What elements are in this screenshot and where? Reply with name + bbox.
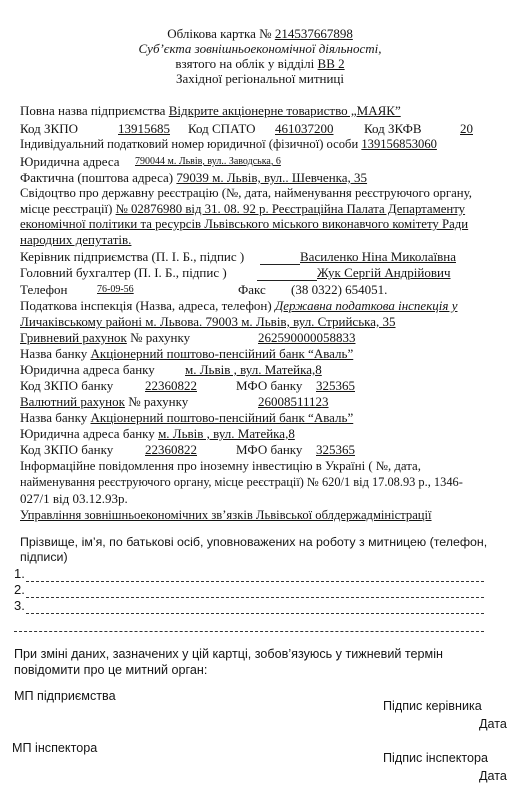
foreign-authority: Управління зовнішньоекономічних зв’язків Львівської облдержадміністрації: [20, 508, 432, 522]
bank1-name-label: Назва банку: [20, 346, 88, 361]
foreign-line-1: Інформаційне повідомлення про іноземну інвестицію в Україні ( №, дата,: [20, 459, 421, 473]
bank1-account-no-label: № рахунку: [130, 330, 191, 345]
phone-label: Телефон: [20, 282, 68, 297]
inspector-signature-label: Підпис інспектора: [383, 751, 489, 765]
registration-label-2: місце реєстрації): [20, 202, 113, 216]
change-notice-2: повідомити про це митний орган:: [14, 663, 208, 677]
stamp-inspector: МП інспектора: [12, 741, 98, 755]
foreign-line-2: найменування реєструючого органу, місце реєстрації) № 620/1 від 17.08.93 р., 1346-: [20, 475, 463, 489]
bank2-zkpo-value: 22360822: [145, 442, 197, 457]
bank2-account-label-group: [20, 395, 188, 408]
tax-number-value: 139156853060: [361, 137, 437, 151]
bank1-mfo-value: 325365: [316, 378, 355, 393]
actual-address-label: Фактична (поштова адреса): [20, 170, 174, 185]
bank1-zkpo-label: Код ЗКПО банку: [20, 378, 114, 393]
tax-office-value-1: Державна податкова інспекція у: [274, 298, 458, 313]
bank1-address-label: Юридична адреса банку: [20, 362, 155, 377]
zkfv-label: Код ЗКФВ: [364, 121, 422, 136]
person-2-number: 2.: [14, 582, 25, 597]
tax-office-value-2: Личаківському районі м. Львова. 79003 м. Львів, вул. Стрийська, 35: [20, 314, 396, 329]
director-date-label: Дата: [479, 717, 507, 731]
persons-label-1: Прізвище, ім’я, по батькові осіб, уповноважених на роботу з митницею (телефон,: [20, 535, 488, 549]
person-2-line[interactable]: [26, 597, 484, 598]
card-title: [0, 27, 520, 40]
bank2-account-no-label: № рахунку: [128, 394, 189, 409]
bank1-name-row: [20, 347, 353, 360]
zkfv-value: 20: [460, 121, 473, 136]
director-value: Василенко Ніна Миколаївна: [300, 249, 456, 264]
director-signature-line: [260, 264, 300, 265]
actual-address-value: 79039 м. Львів, вул.. Шевченка, 35: [176, 170, 368, 185]
bank1-account-label: Гривневий рахунок: [20, 330, 127, 345]
header-line-3: [0, 57, 520, 70]
card-number: 214537667898: [274, 26, 353, 41]
bank2-address-label: Юридична адреса банку: [20, 426, 155, 441]
company-name-row: [20, 104, 401, 117]
bank1-name-value: Акціонерний поштово-пенсійний банк “Аваль”: [90, 346, 354, 361]
bank2-address-value: м. Львів , вул. Матейка,8: [158, 426, 295, 441]
registration-value-1: № 02876980 від 31. 08. 92 р. Реєстраційна Палата Департаменту: [115, 202, 466, 216]
header-dept-label: взятого на облік у відділі: [175, 56, 315, 71]
bank2-name-value: Акціонерний поштово-пенсійний банк “Аваль”: [90, 410, 354, 425]
header-dept: ВВ 2: [317, 56, 345, 71]
header-line-2: Суб’єкта зовнішньоекономічної діяльності,: [138, 41, 382, 56]
legal-address-value: 790044 м. Львів, вул.. Заводська, 6: [135, 156, 281, 167]
actual-address-row: [20, 171, 367, 184]
card-label: Облікова картка №: [167, 26, 272, 41]
legal-address-label: Юридична адреса: [20, 154, 120, 169]
stamp-company: МП підприємства: [14, 689, 116, 703]
header-line-4: Західної регіональної митниці: [176, 71, 344, 86]
company-name-value: Відкрите акціонерне товариство „МАЯК”: [168, 103, 401, 118]
person-1-line[interactable]: [26, 581, 484, 582]
bank2-name-row: [20, 411, 353, 424]
bank2-address-row: [20, 427, 295, 440]
tax-office-row: [20, 299, 457, 312]
bank1-address-value: м. Львів , вул. Матейка,8: [185, 362, 322, 377]
bank1-zkpo-value: 22360822: [145, 378, 197, 393]
bank1-account-label-group: [20, 331, 190, 344]
change-notice-1: При зміні даних, зазначених у цій картці, зобов’язуюсь у тижневий термін: [14, 647, 443, 661]
phone-value: 76-09-56: [97, 284, 134, 295]
bank2-account-label: Валютний рахунок: [20, 394, 125, 409]
tax-number-label: Індивідуальний податковий номер юридичної (фізичної) особи: [20, 137, 359, 151]
director-signature-label: Підпис керівника: [383, 699, 482, 713]
spato-label: Код СПАТО: [188, 121, 256, 136]
director-label: Керівник підприємства (П. І. Б., підпис ): [20, 249, 245, 264]
bank1-mfo-label: МФО банку: [236, 378, 303, 393]
person-1-number: 1.: [14, 566, 25, 581]
person-4-line[interactable]: [14, 631, 484, 632]
inspector-date-label: Дата: [479, 769, 507, 783]
bank2-mfo-label: МФО банку: [236, 442, 303, 457]
bank2-name-label: Назва банку: [20, 410, 88, 425]
bank1-account-value: 262590000058833: [258, 330, 356, 345]
registration-label-1: Свідоцтво про державну реєстрацію (№, дата, найменування реєструючого органу,: [20, 186, 472, 200]
person-3-line[interactable]: [26, 613, 484, 614]
foreign-line-3: 027/1 від 03.12.93р.: [20, 491, 128, 506]
company-name-label: Повна назва підприємства: [20, 103, 166, 118]
bank2-zkpo-label: Код ЗКПО банку: [20, 442, 114, 457]
person-3-number: 3.: [14, 598, 25, 613]
registration-row-2: [20, 203, 465, 216]
zkpo-value: 13915685: [118, 121, 170, 136]
accountant-value: Жук Сергій Андрійович: [317, 265, 451, 280]
tax-office-label: Податкова інспекція (Назва, адреса, телефон): [20, 298, 272, 313]
accountant-signature-line: [257, 280, 317, 281]
registration-value-2: економічної політики та ресурсів Львівського міського виконавчого комітету Ради: [20, 217, 469, 231]
bank2-mfo-value: 325365: [316, 442, 355, 457]
bank2-account-value: 26008511123: [258, 394, 329, 409]
persons-label-2: підписи): [20, 550, 68, 564]
accountant-label: Головний бухгалтер (П. І. Б., підпис ): [20, 265, 227, 280]
tax-number-row: [20, 138, 437, 151]
spato-value: 461037200: [275, 121, 334, 136]
registration-value-3: народних депутатів.: [20, 232, 132, 247]
zkpo-label: Код ЗКПО: [20, 121, 78, 136]
fax-label: Факс: [238, 282, 266, 297]
fax-value: (38 0322) 654051.: [291, 282, 388, 297]
